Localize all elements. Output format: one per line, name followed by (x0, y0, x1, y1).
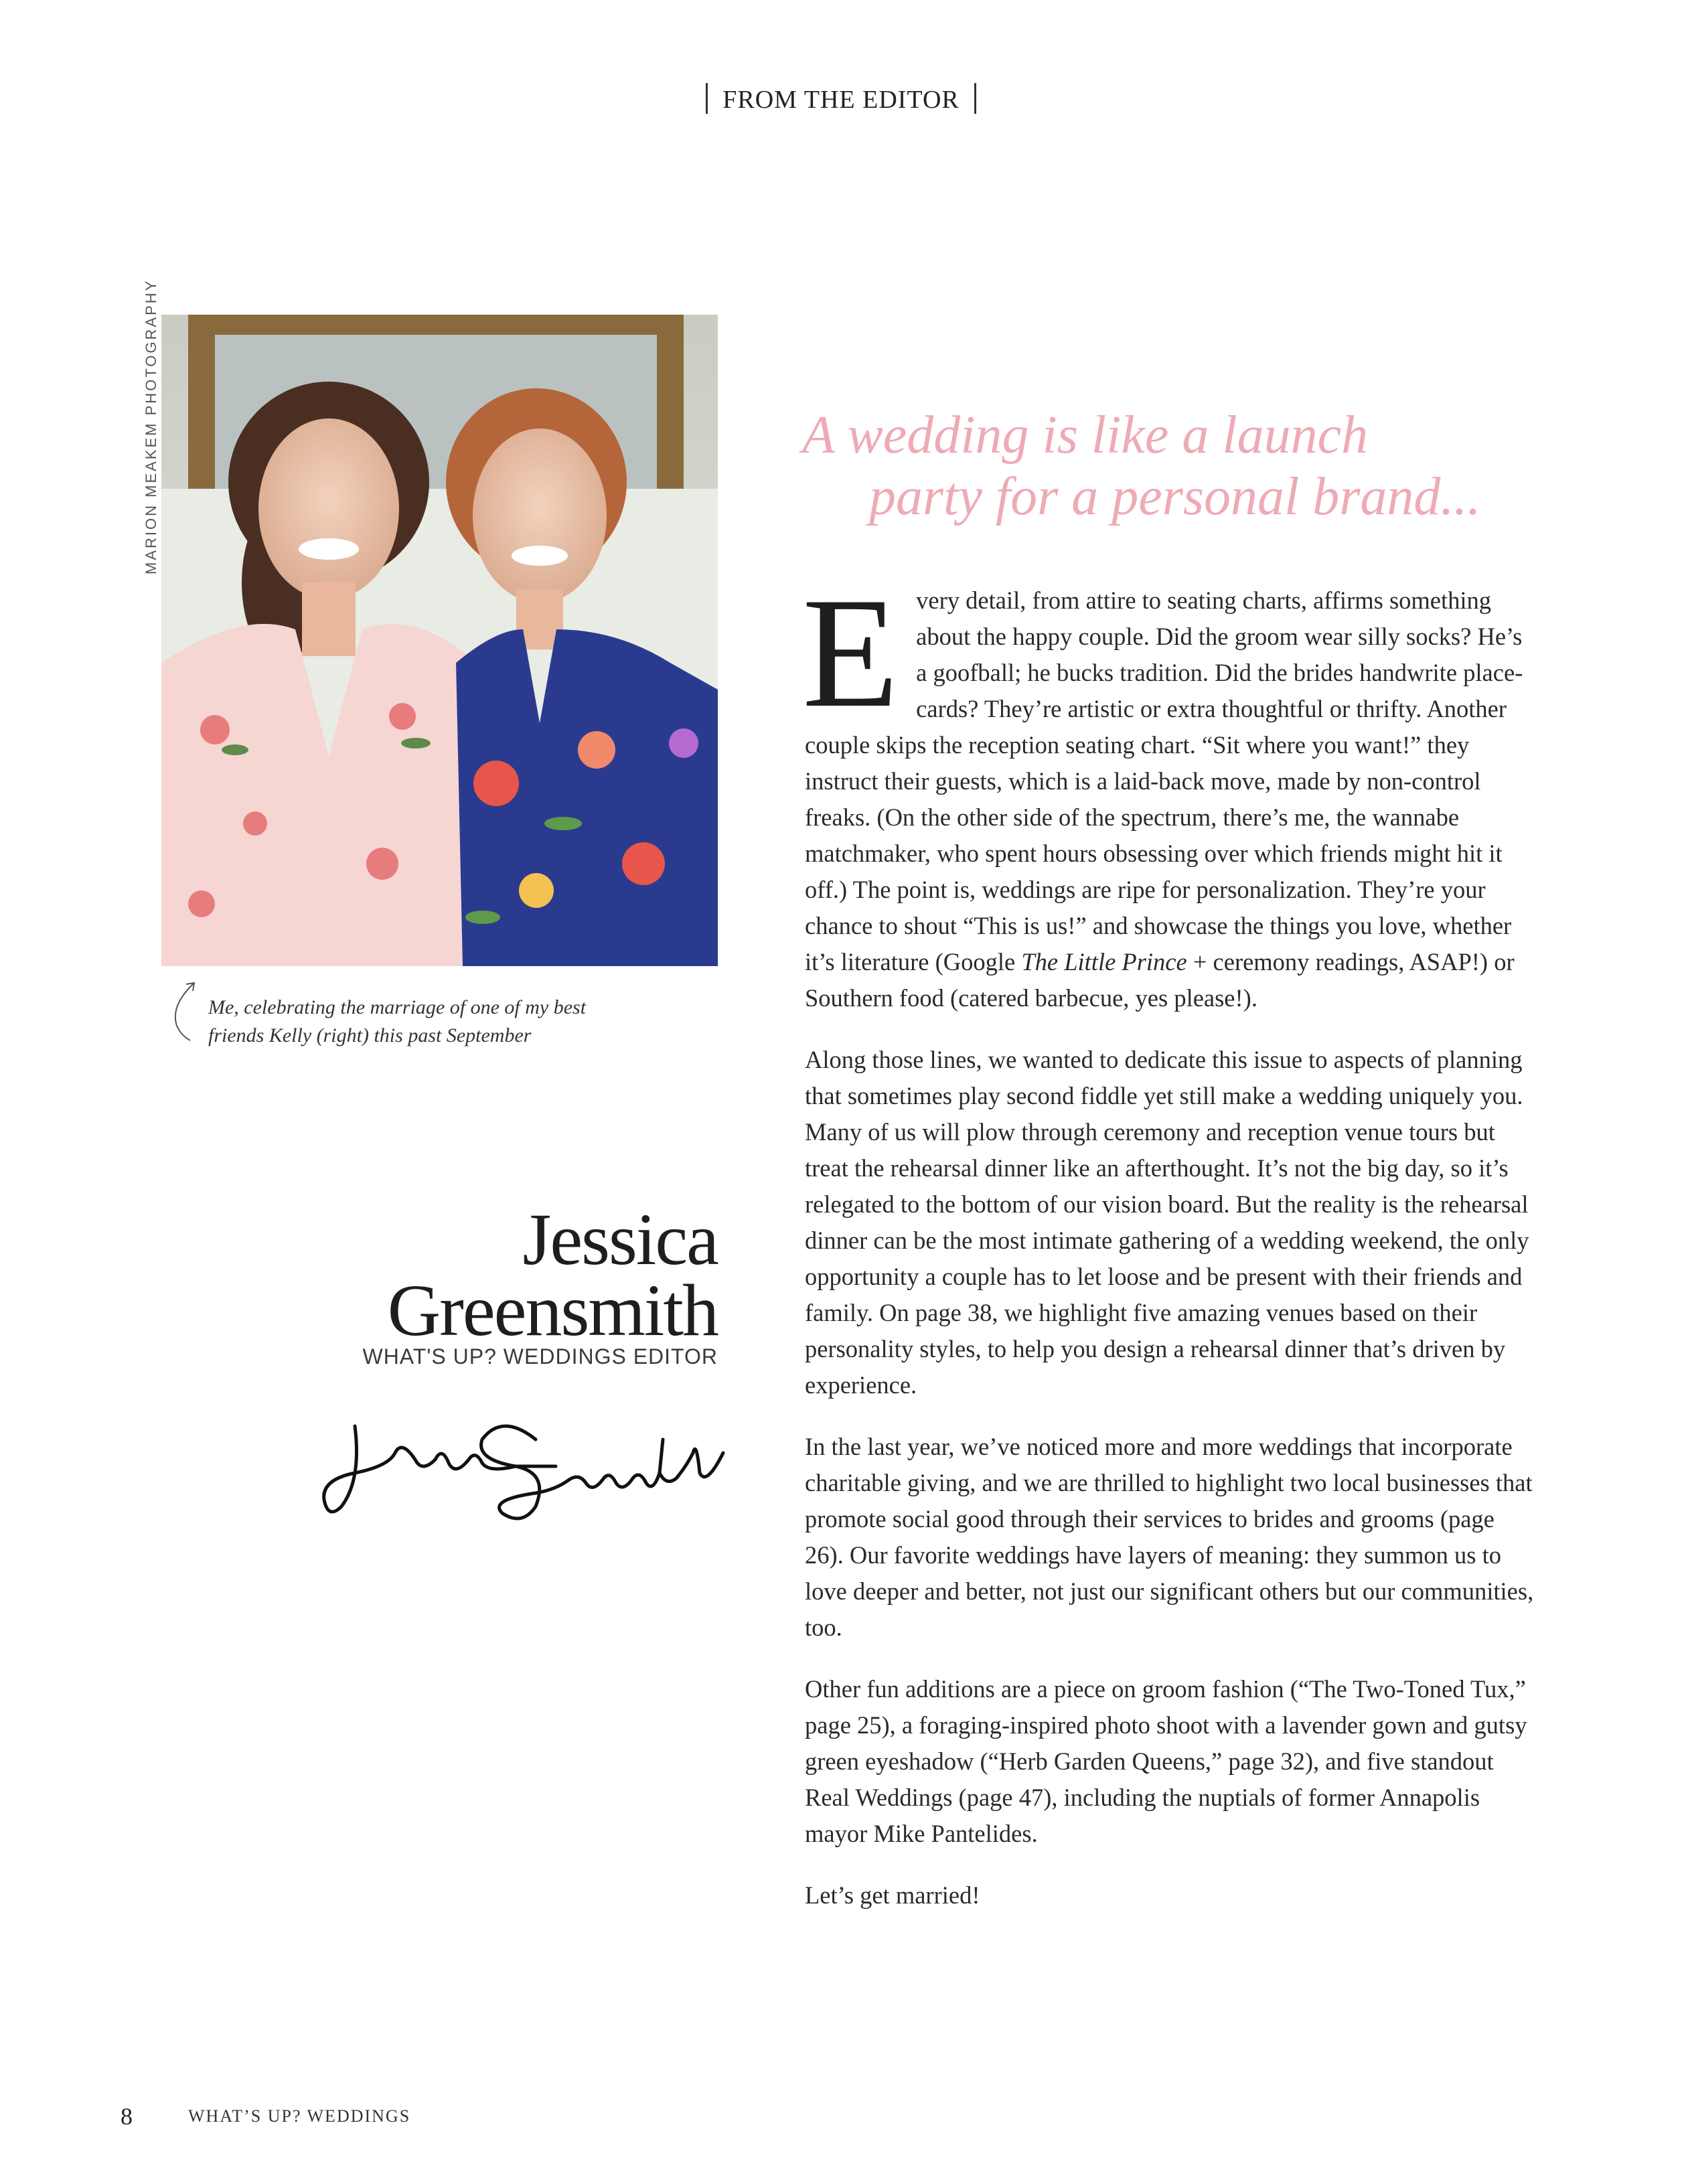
article-body (802, 566, 1535, 1939)
drop-cap: E (802, 566, 899, 740)
page-number: 8 (121, 2103, 133, 2130)
article-paragraph: Every detail, from attire to seating charts, affirms something about the happy couple. Did the groom wear silly socks? He’s a goofball; he bucks tradition. Did the brides handwrite place-cards? They’re artistic or extra thoughtful or thrifty. Another couple skips the reception seating chart. “Sit where you want!” they instruct their guests, which is a laid-back move, made by non-control freaks. (On the other side of the spectrum, there’s me, the wannabe matchmaker, who spent hours obsessing over which friends might hit it off.) The point is, weddings are ripe for personalization. They’re your chance to shout “This is us!” and showcase the things you love, whether it’s literature (Google The Little Prince + ceremony readings, ASAP!) or Southern food (catered barbecue, yes please!). (802, 566, 1523, 1012)
editor-signature (315, 1399, 730, 1533)
editor-photo (161, 315, 718, 966)
editor-last-name: Greensmith (387, 1269, 718, 1351)
caption-line: Me, celebrating the marriage of one of my best (208, 996, 587, 1018)
pull-quote-line: A wedding is like a launch (802, 406, 1369, 465)
article-paragraph: Along those lines, we wanted to dedicate this issue to aspects of planning that sometimes play second fiddle yet still make a wedding uniquely you. Many of us will plow through ceremony and reception venue tours but treat the rehearsal dinner like an afterthought. It’s not the big day, so it’s relegated to the bottom of our vision board. But the reality is the rehearsal dinner can be the most intimate gathering of a wedding weekend, the only opportunity a couple has to let loose and be present with their friends and family. On page 38, we highlight five amazing venues based on their personality styles, to help you design a rehearsal dinner that’s driven by experience. (805, 1046, 1529, 1399)
editor-photo-illustration (161, 315, 718, 966)
header-divider-right (974, 83, 976, 114)
pull-quote-line: party for a personal brand... (869, 467, 1481, 526)
editor-first-name: Jessica (522, 1198, 718, 1280)
book-title: The Little Prince (1021, 948, 1187, 976)
photo-credit: MARION MEAKEM PHOTOGRAPHY (143, 279, 159, 574)
header-divider-left (706, 83, 708, 114)
pull-quote (802, 404, 1539, 528)
caption-arrow-icon (169, 979, 202, 1044)
editor-title: WHAT'S UP? WEDDINGS EDITOR (362, 1344, 718, 1369)
section-title: FROM THE EDITOR (722, 86, 960, 114)
article-paragraph: Other fun additions are a piece on groom fashion (“The Two-Toned Tux,” page 25), a foraging-inspired photo shoot with a lavender gown and gutsy green eyeshadow (“Herb Garden Queens,” page 32), and five standout Real Weddings (page 47), including the nuptials of former Annapolis mayor Mike Pantelides. (805, 1675, 1527, 1847)
caption-line: friends Kelly (right) this past September (208, 1024, 532, 1046)
editor-name (387, 1198, 718, 1351)
photo-caption (208, 994, 664, 1050)
publication-name: WHAT’S UP? WEDDINGS (188, 2106, 411, 2126)
article-paragraph: In the last year, we’ve noticed more and more weddings that incorporate charitable giving, and we are thrilled to highlight two local businesses that promote social good through their services to brides and grooms (page 26). Our favorite weddings have layers of meaning: they summon us to love deeper and better, not just our significant others but our communities, too. (805, 1433, 1534, 1641)
article-paragraph: Let’s get married! (805, 1881, 980, 1909)
section-header (0, 83, 1682, 114)
